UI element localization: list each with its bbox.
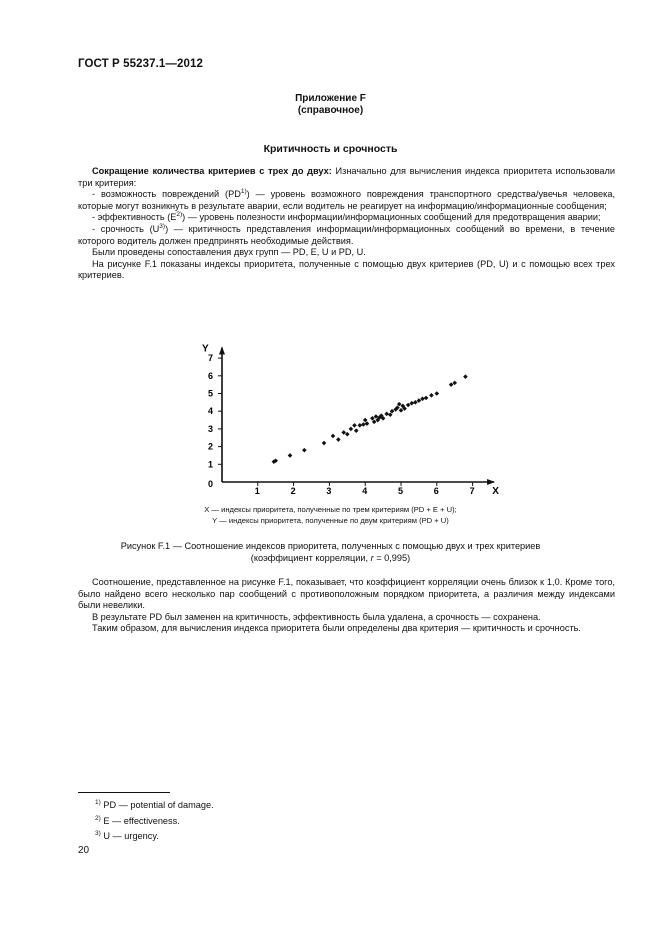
y-tick-label: 6	[208, 370, 214, 381]
data-point	[352, 423, 357, 428]
x-tick-label: 7	[469, 486, 475, 496]
criterion-u	[78, 224, 615, 247]
appendix-title: Приложение F	[295, 93, 366, 104]
appendix-subtitle: (справочное)	[297, 105, 364, 116]
data-point	[288, 453, 293, 458]
chart-ticks	[208, 353, 475, 496]
chart-points	[272, 374, 468, 464]
criterion-text: ) — уровень возможного повреждения транспортного средства/увечья человека, которые могут возникнуть в результате аварии, если водитель не реагирует на информацию/информационные сообщения;	[78, 189, 615, 211]
footnote-item	[95, 829, 214, 845]
conclusion-paragraph-2: В результате PD был заменен на критичность, эффективность была удалена, а срочность — сохранена.	[92, 611, 541, 622]
conclusion-text	[78, 577, 615, 635]
y-tick-label: 4	[208, 406, 214, 417]
footnote-mark: 3)	[95, 829, 101, 837]
caption-line1: Рисунок F.1 — Соотношение индексов приоритета, полученных с помощью двух и трех критериев	[120, 541, 541, 551]
legend-x: X — индексы приоритета, полученные по трем критериям (PD + E + U);	[204, 505, 457, 514]
data-point	[322, 441, 327, 446]
data-point	[463, 374, 468, 379]
y-tick-label: 3	[208, 423, 214, 434]
y-tick-label: 1	[208, 459, 214, 470]
scatter-chart	[190, 328, 500, 500]
criterion-text: ) — критичность представления информации/информационных сообщений во времени, в течение которого водитель должен предпринять необходимые действия.	[78, 223, 616, 246]
caption-text: (коэффициент корреляции,	[250, 552, 371, 563]
x-tick-label: 4	[362, 486, 368, 496]
data-point	[349, 427, 354, 432]
y-tick-label: 7	[208, 353, 214, 364]
footnote-text: U — urgency.	[103, 831, 159, 841]
criterion-text: - возможность повреждений (PD	[92, 189, 241, 200]
footnotes	[95, 798, 214, 845]
conclusion-paragraph-3: Таким образом, для вычисления индекса приоритета были определены два критерия — критичность и срочность.	[92, 623, 581, 634]
data-point	[435, 391, 440, 396]
intro-text	[78, 166, 615, 282]
data-point	[384, 412, 389, 417]
y-axis-label: Y	[202, 343, 209, 355]
figure-legend	[0, 505, 661, 526]
criterion-pd	[78, 189, 615, 212]
x-axis-label: X	[492, 486, 499, 497]
data-point	[336, 437, 341, 442]
footnote-item	[95, 814, 214, 830]
footnote-mark: 1)	[95, 798, 101, 806]
data-point	[429, 393, 434, 398]
y-tick-label: 2	[208, 441, 214, 452]
y-tick-label: 5	[208, 388, 214, 399]
x-tick-label: 6	[433, 486, 439, 496]
footnote-text: PD — potential of damage.	[103, 800, 214, 810]
intro-rest: Изначально для вычисления индекса приоритета использовали три критерия:	[78, 166, 615, 188]
figure-intro-paragraph: На рисунке F.1 показаны индексы приоритета, полученные с помощью двух критериев (PD, U) и с помощью всех трех критериев.	[78, 258, 615, 281]
footnote-ref: 3)	[159, 222, 166, 230]
footnote-ref: 2)	[176, 211, 183, 219]
caption-text: = 0,995)	[373, 552, 411, 563]
footnote-mark: 2)	[95, 814, 101, 822]
x-tick-label: 2	[290, 486, 296, 496]
comparison-paragraph: Были проведены сопоставления двух групп — PD, E, U и PD, U.	[92, 247, 366, 258]
data-point	[358, 423, 363, 428]
footnote-ref: 1)	[240, 188, 247, 196]
x-tick-label: 3	[326, 486, 332, 496]
data-point	[361, 422, 366, 427]
caption-line2	[0, 553, 661, 565]
appendix-heading	[0, 93, 661, 117]
document-header: ГОСТ Р 55237.1—2012	[78, 58, 203, 70]
legend-y: Y — индексы приоритета, полученные по двум критериям (PD + U)	[212, 515, 449, 525]
x-tick-label: 5	[398, 486, 404, 496]
x-tick-label: 1	[254, 486, 260, 496]
footnote-item	[95, 798, 214, 814]
data-point	[331, 434, 336, 439]
data-point	[424, 396, 429, 401]
origin-label: 0	[208, 479, 214, 489]
conclusion-paragraph-1: Соотношение, представленное на рисунке F.1, показывает, что коэффициент корреляции очень близок к 1,0. Кроме того, было найдено всего несколько пар сообщений с противоположным порядком приоритета, а различия между индексами были невелики.	[78, 577, 615, 611]
data-point	[354, 428, 359, 433]
caption-variable: r	[370, 552, 374, 563]
figure-caption	[0, 541, 661, 564]
chart-axes	[202, 343, 499, 497]
section-title: Критичность и срочность	[263, 143, 398, 155]
footnote-text: E — effectiveness.	[103, 815, 180, 826]
criterion-text: - срочность (U	[92, 223, 160, 234]
criterion-text: ) — уровень полезности информации/информационных сообщений для предотвращения аварии;	[182, 212, 601, 223]
intro-paragraph	[78, 166, 615, 189]
page-number: 20	[78, 845, 90, 856]
intro-lead: Сокращение количества критериев с трех до двух:	[92, 166, 332, 176]
criterion-text: - эффективность (E	[92, 212, 177, 223]
data-point	[302, 448, 307, 453]
footnote-divider	[78, 792, 170, 793]
